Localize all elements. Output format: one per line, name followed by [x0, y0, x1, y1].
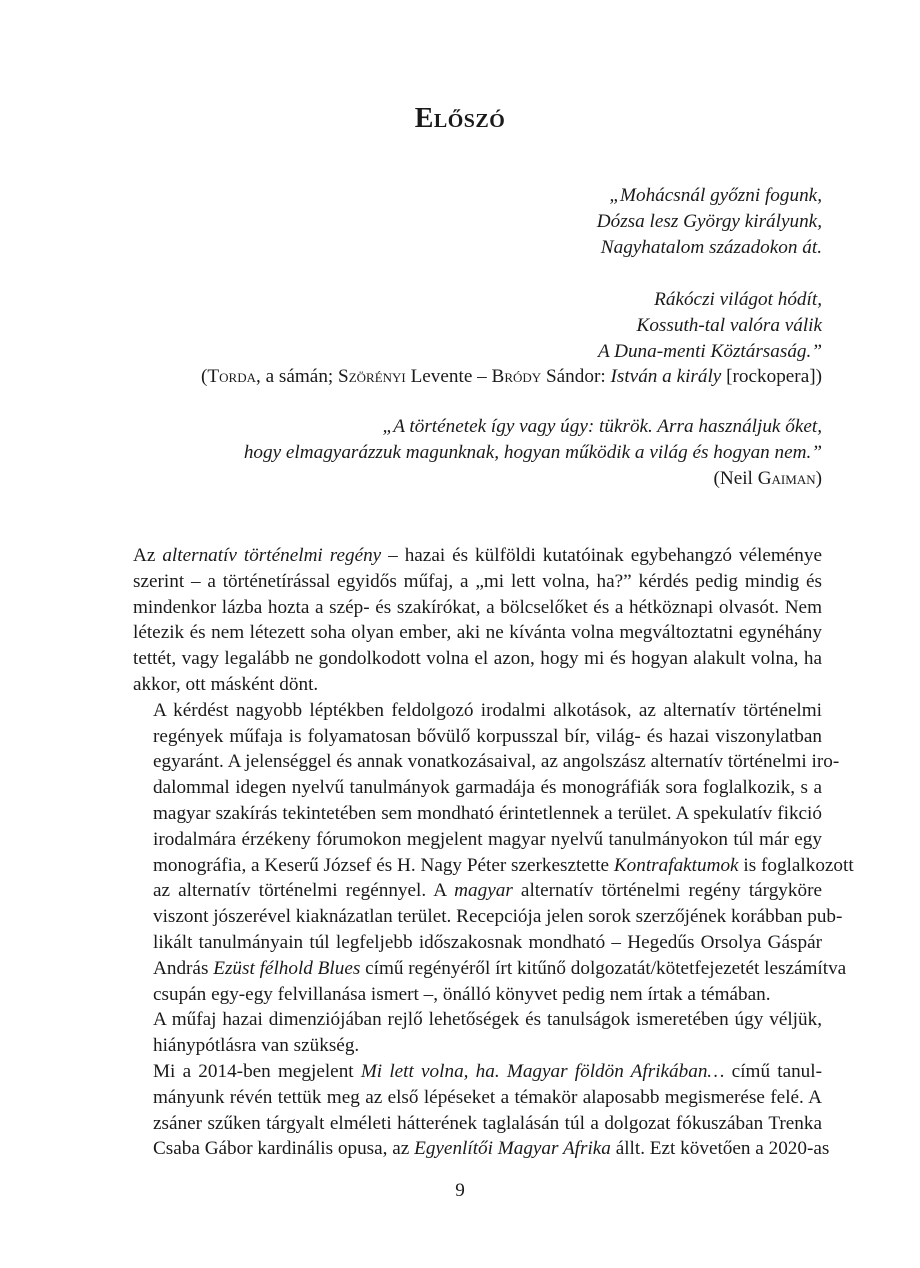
- epigraph-3: [244, 414, 822, 466]
- attr-text: ): [815, 468, 822, 489]
- epigraph-1: [597, 183, 822, 260]
- text-run: című regényéről írt kitűnő dolgozatát/kötetfejezetét leszámítva: [360, 957, 847, 979]
- epigraph-line: „A történetek így vagy úgy: tükrök. Arra használjuk őket,: [382, 416, 822, 437]
- paragraph: [133, 543, 822, 698]
- epigraph-line: Nagyhatalom századokon át.: [600, 236, 822, 258]
- text-line: [133, 982, 822, 1008]
- text-line: [133, 775, 822, 801]
- italic-text-run: Kontrafaktumok: [613, 854, 739, 876]
- text-line: [133, 724, 822, 750]
- text-run: is foglalkozott: [738, 854, 854, 876]
- epigraph-line: Kossuth-tal valóra válik: [636, 314, 822, 336]
- text-line: [133, 1136, 830, 1162]
- paragraph: [133, 698, 854, 1008]
- text-line: [133, 543, 822, 569]
- text-run: A műfaj hazai dimenziójában rejlő lehetőségek és tanulságok ismeretében úgy véljük,: [153, 1009, 822, 1031]
- text-line: [133, 595, 822, 621]
- author-name: Bródy: [491, 366, 542, 387]
- attr-text: [rockopera]): [721, 366, 822, 387]
- text-line: [133, 672, 822, 698]
- text-line: [133, 904, 843, 930]
- attr-text: (Neil: [713, 468, 758, 489]
- epigraph-2: [598, 287, 822, 364]
- italic-text-run: Mi lett volna, ha. Magyar földön Afrikában…: [360, 1060, 725, 1082]
- text-run: Csaba Gábor kardinális opusa, az: [153, 1138, 415, 1160]
- attr-text: (: [201, 366, 208, 387]
- text-line: [133, 698, 822, 724]
- paragraph: [133, 1059, 830, 1162]
- body-text: [133, 543, 854, 1162]
- text-line: [133, 620, 822, 646]
- text-line: [133, 1007, 822, 1033]
- text-run: dalommal idegen nyelvű tanulmányok garmadája és monográfiák sora foglalkozik, s a: [153, 777, 822, 799]
- text-run: Az: [133, 545, 163, 566]
- text-run: mányunk révén tettük meg az első lépéseket a témakör alaposabb megismerése felé. A: [153, 1086, 822, 1108]
- author-name: Torda: [207, 366, 256, 387]
- text-line: [133, 1059, 822, 1085]
- text-line: [133, 646, 822, 672]
- text-run: szerint – a történetírással egyidős műfaj, a „mi lett volna, ha?” kérdés pedig mindig és: [133, 570, 822, 592]
- attr-text: Levente –: [405, 366, 492, 387]
- text-line: [133, 1111, 822, 1137]
- work-title: István a király: [610, 366, 722, 387]
- text-run: András: [153, 957, 214, 979]
- text-run: A kérdést nagyobb léptékben feldolgozó irodalmi alkotások, az alternatív történelmi: [153, 699, 822, 721]
- text-run: állt. Ezt követően a 2020-as: [610, 1138, 830, 1160]
- author-name: Szörényi: [338, 366, 406, 387]
- text-line: [133, 956, 847, 982]
- text-line: [133, 930, 822, 956]
- text-line: [133, 827, 822, 853]
- text-line: [133, 853, 854, 879]
- text-run: csupán egy-egy felvillanása ismert –, önálló könyvet pedig nem írtak a témában.: [153, 983, 771, 1005]
- italic-text-run: Egyenlítői Magyar Afrika: [414, 1138, 611, 1160]
- text-run: likált tanulmányain túl legfeljebb időszakosnak mondható – Hegedűs Orsolya Gáspár: [153, 931, 822, 953]
- text-line: [133, 1085, 822, 1111]
- epigraph-attribution-1: [201, 364, 822, 390]
- epigraph-attribution-2: [713, 466, 822, 492]
- attr-text: , a sámán;: [255, 366, 339, 387]
- text-run: alternatív történelmi regény tárgyköre: [512, 880, 822, 902]
- text-line: [133, 801, 822, 827]
- text-run: zsáner szűken tárgyalt elméleti hátterének taglalásán túl a dolgozat fókuszában Trenka: [153, 1112, 822, 1134]
- text-run: hiánypótlásra van szükség.: [153, 1035, 360, 1057]
- italic-text-run: alternatív történelmi regény: [162, 545, 382, 566]
- text-run: tettét, vagy legalább ne gondolkodott volna el azon, hogy mi és hogyan alakult volna, ha: [133, 648, 822, 670]
- text-run: viszont jószerével kiaknázatlan terület. Recepciója jelen sorok szerzőjének korábban pub-: [153, 906, 843, 928]
- attr-text: Sándor:: [541, 366, 611, 387]
- epigraph-line: hogy elmagyarázzuk magunknak, hogyan működik a világ és hogyan nem.”: [243, 441, 822, 463]
- paragraph: [133, 1007, 822, 1059]
- epigraph-line: Rákóczi világot hódít,: [654, 289, 822, 310]
- text-run: Mi a 2014-ben megjelent: [153, 1060, 361, 1082]
- text-run: regények műfaja is folyamatosan bővülő korpusszal bír, világ- és hazai viszonylatban: [153, 725, 822, 747]
- epigraph-line: A Duna-menti Köztársaság.”: [597, 340, 822, 362]
- page-title: Előszó: [414, 102, 506, 134]
- italic-text-run: magyar: [454, 880, 513, 902]
- author-name: Gaiman: [757, 468, 816, 489]
- text-line: [133, 878, 822, 904]
- text-run: irodalmára érzékeny fórumokon megjelent magyar nyelvű tanulmányokon túl már egy: [153, 828, 822, 850]
- text-run: egyaránt. A jelenséggel és annak vonatkozásaival, az angolszász alternatív történelmi iro-: [153, 751, 840, 773]
- text-run: akkor, ott másként dönt.: [133, 673, 319, 695]
- text-run: létezik és nem létezett soha olyan ember, aki ne kívánta volna megváltoztatni egynéhány: [133, 622, 822, 644]
- text-line: [133, 1033, 822, 1059]
- epigraph-line: „Mohácsnál győzni fogunk,: [609, 185, 822, 206]
- text-run: című tanul-: [724, 1060, 822, 1082]
- italic-text-run: Ezüst félhold Blues: [213, 957, 361, 979]
- page-number: 9: [455, 1180, 465, 1201]
- text-run: mindenkor lázba hozta a szép- és szakírókat, a bölcselőket és a hétköznapi olvasót. Nem: [133, 596, 822, 618]
- text-run: az alternatív történelmi regénnyel. A: [153, 880, 455, 902]
- text-run: monográfia, a Keserű József és H. Nagy Péter szerkesztette: [153, 854, 614, 876]
- text-line: [133, 749, 840, 775]
- text-run: magyar szakírás tekintetében sem mondható érintetlennek a terület. A spekulatív fikció: [153, 802, 822, 824]
- text-line: [133, 569, 822, 595]
- text-run: – hazai és külföldi kutatóinak egybehangzó véleménye: [381, 545, 822, 566]
- epigraph-line: Dózsa lesz György királyunk,: [596, 210, 822, 232]
